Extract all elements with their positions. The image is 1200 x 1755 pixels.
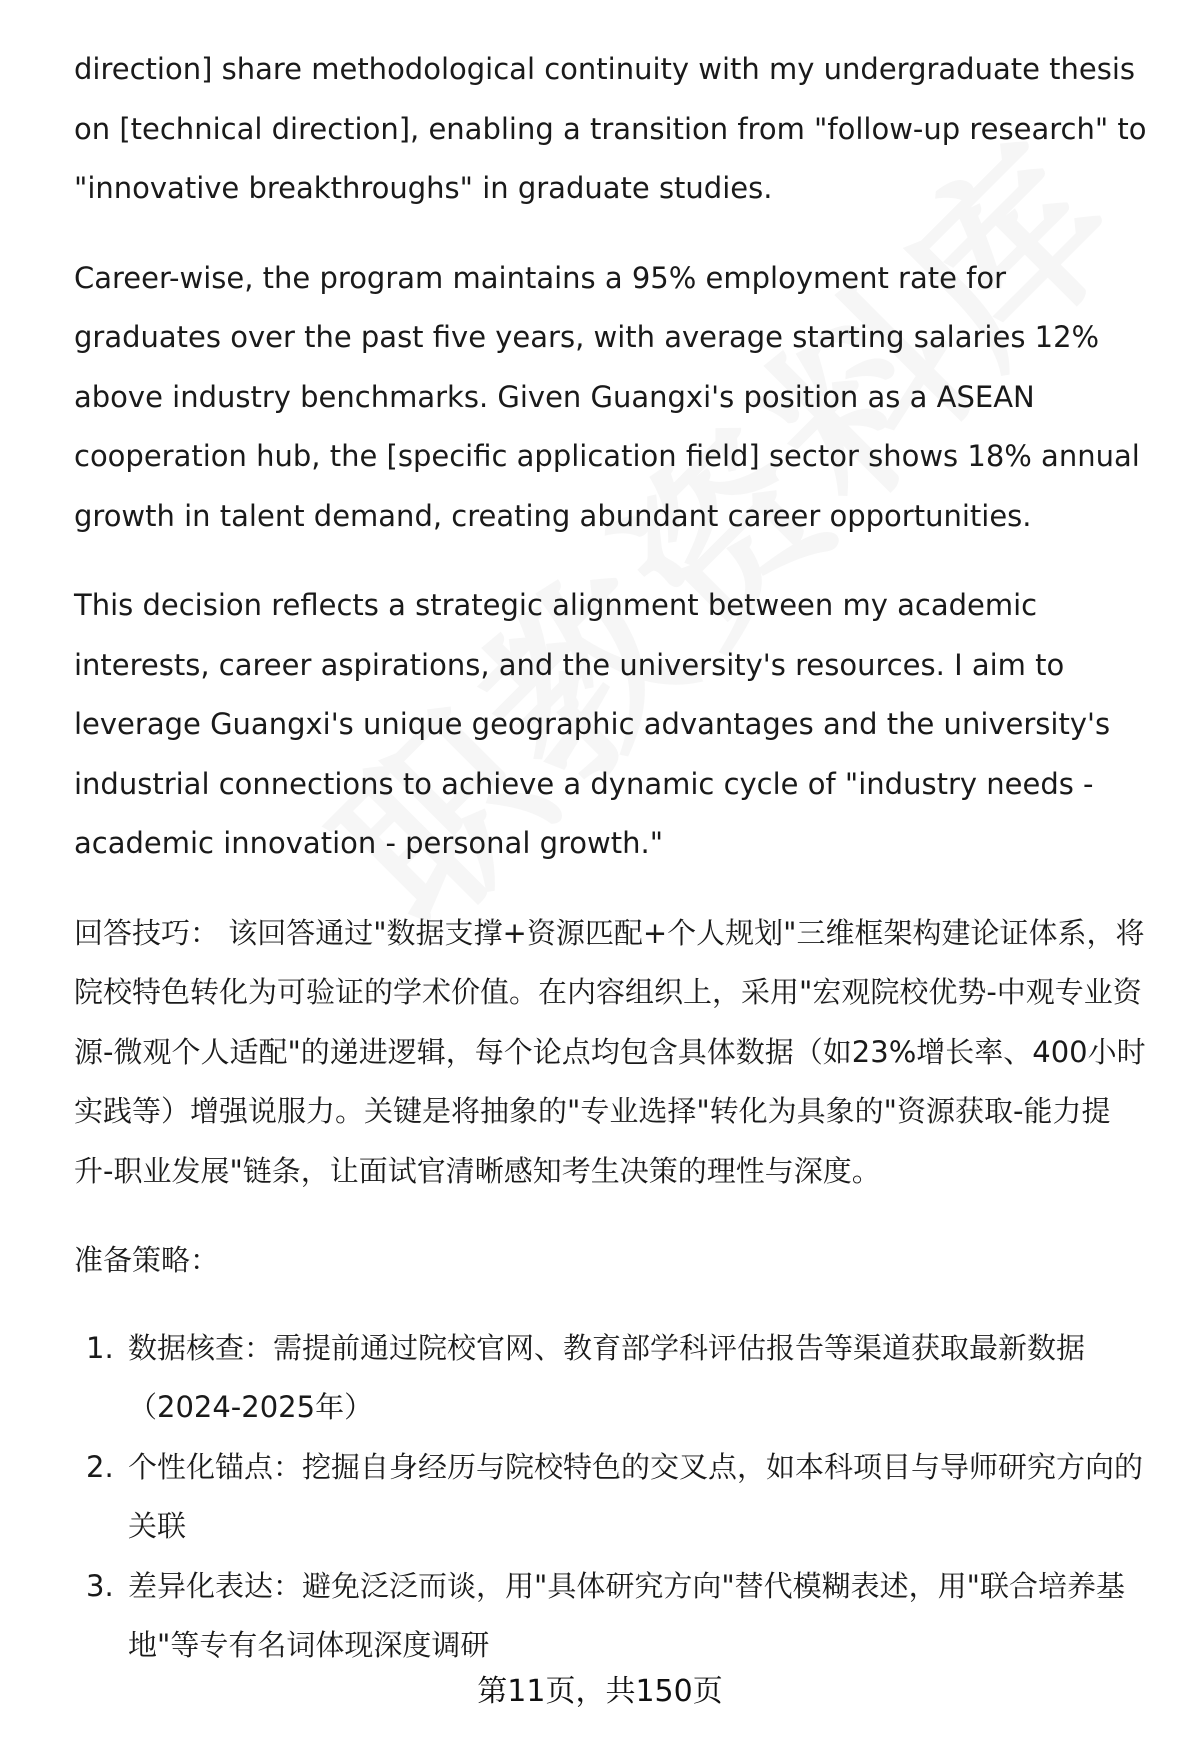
answer-tips: 回答技巧： 该回答通过"数据支撑+资源匹配+个人规划"三维框架构建论证体系，将院校特色转化为可验证的学术价值。在内容组织上，采用"宏观院校优势-中观专业资源-微观个人适配"的递进逻辑，每个论点均包含具体数据（如23%增长率、400小时实践等）增强说服力。关键是将抽象的"专业选择"转化为具象的"资源获取-能力提升-职业发展"链条，让面试官清晰感知考生决策的理性与深度。 <box>74 915 1146 1188</box>
strategy-list <box>74 1319 1148 1676</box>
paragraph-2: Career-wise, the program maintains a 95% employment rate for graduates over the past five years, with average starting salaries 12% above industry benchmarks. Given Guangxi's position as a ASEAN cooperation hub, the [specific application field] sector shows 18% annual growth in talent demand, creating abundant career opportunities. <box>74 260 1140 533</box>
paragraph-3: This decision reflects a strategic alignment between my academic interests, career aspirations, and the university's resources. I aim to leverage Guangxi's unique geographic advantages and the university's industrial connections to achieve a dynamic cycle of "industry needs - academic innovation - personal growth." <box>74 588 1111 860</box>
list-item <box>74 1438 1148 1557</box>
list-item <box>74 1557 1148 1676</box>
paragraph-1: direction] share methodological continuity with my undergraduate thesis on [technical direction], enabling a transition from "follow-up research" to "innovative breakthroughs" in graduate studies. <box>74 52 1147 205</box>
list-item <box>74 1319 1148 1438</box>
page-number: 第11页，共150页 <box>477 1674 723 1709</box>
list-item-number: 2. <box>86 1449 114 1484</box>
list-item-text: 数据核查：需提前通过院校官网、教育部学科评估报告等渠道获取最新数据（2024-2025年） <box>128 1330 1086 1424</box>
list-item-number: 3. <box>86 1568 114 1603</box>
list-item-text: 个性化锚点：挖掘自身经历与院校特色的交叉点，如本科项目与导师研究方向的关联 <box>128 1449 1144 1543</box>
strategy-heading: 准备策略： <box>74 1243 220 1277</box>
list-item-text: 差异化表达：避免泛泛而谈，用"具体研究方向"替代模糊表述，用"联合培养基地"等专有名词体现深度调研 <box>128 1568 1126 1662</box>
list-item-number: 1. <box>86 1330 114 1365</box>
